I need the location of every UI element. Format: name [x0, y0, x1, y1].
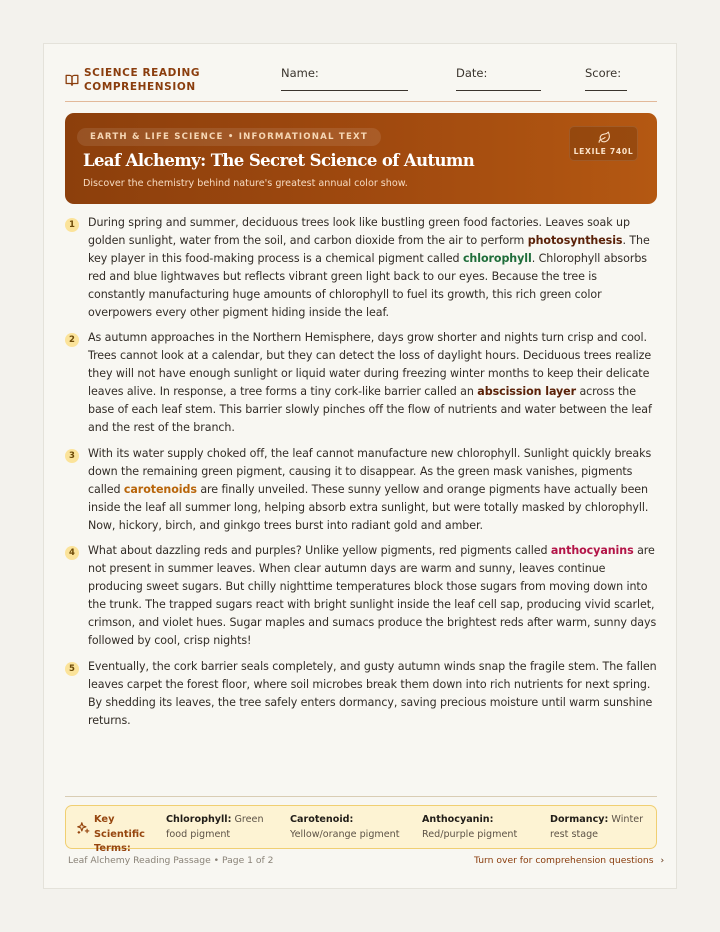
- text-segment: across the base of each leaf stem. This barrier slowly pinches off the flow of nutrients and water between the leaf and the rest of the branch.: [88, 385, 652, 434]
- keyword-chlorophyll: chlorophyll: [462, 251, 532, 265]
- date-line[interactable]: [456, 90, 541, 91]
- keyword-photosynthesis: photosynthesis: [527, 233, 623, 247]
- paragraph-3: [65, 445, 657, 535]
- passage-title: Leaf Alchemy: The Secret Science of Autumn: [83, 151, 475, 170]
- paragraph-text: [88, 329, 657, 436]
- text-segment: What about dazzling reds and purples? Unlike yellow pigments, red pigments called: [88, 544, 551, 558]
- paragraph-number-badge: 4: [65, 546, 79, 560]
- footer-divider: [65, 796, 657, 797]
- text-segment: . The key player in this food-making process is a chemical pigment called: [88, 233, 650, 265]
- term-chlorophyll: [166, 813, 281, 842]
- name-label: Name:: [281, 66, 319, 80]
- text-segment: With its water supply choked off, the leaf cannot manufacture new chlorophyll. Sunlight quickly breaks down the remaining green pigment, causing it to disappear. As the green mask vanishes, pigments called: [88, 446, 652, 496]
- keyword-carotenoids: carotenoids: [123, 482, 197, 496]
- paragraph-number-badge: 1: [65, 218, 79, 232]
- paragraph-text: [88, 445, 657, 535]
- text-segment: are not present in summer leaves. When clear autumn days are warm and sunny, leaves continue producing sweet sugars. But chilly nighttime temperatures block those sugars from moving down into the trunk. The trapped sugars react with bright sunlight inside the leaf cell sap, producing vivid scarlet, crimson, and violet hues. Sugar maples and sumacs produce the brightest reds after warm, sunny days followed by cool, crisp nights!: [88, 544, 657, 647]
- term-dormancy: [550, 813, 650, 842]
- term-name: Anthocyanin:: [422, 814, 494, 825]
- chevron-right-icon: ›: [660, 855, 665, 866]
- title-banner: [65, 113, 657, 204]
- book-open-icon: [65, 73, 79, 87]
- key-terms-label: Key Scientific Terms:: [94, 814, 145, 854]
- term-definition: Green food pigment: [166, 814, 264, 840]
- name-line[interactable]: [281, 90, 408, 91]
- turn-over-link[interactable]: [474, 855, 664, 866]
- text-segment: During spring and summer, deciduous trees look like bustling green food factories. Leaves soak up golden sunlight, water from the soil, and carbon dioxide from the air to perform: [88, 216, 630, 247]
- worksheet-page: [43, 43, 677, 889]
- term-definition: Yellow/orange pigment: [290, 828, 400, 840]
- paragraph-number-badge: 2: [65, 333, 79, 347]
- brand-line-2: COMPREHENSION: [84, 81, 196, 93]
- header-divider: [65, 101, 657, 102]
- lexile-badge: [569, 126, 638, 161]
- text-segment: As autumn approaches in the Northern Hemisphere, days grow shorter and nights turn crisp and cool. Trees cannot look at a calendar, but they can detect the loss of daylight hours. Deciduous trees realize they will not have enough sunlight or liquid water during freezing winter months to keep their delicate leaves alive. In response, a tree forms a tiny cork-like barrier called an: [88, 331, 652, 399]
- date-field[interactable]: [456, 66, 487, 80]
- passage-body: [65, 214, 657, 737]
- term-anthocyanin: [422, 813, 542, 842]
- score-label: Score:: [585, 66, 622, 80]
- lexile-label: LEXILE 740L: [573, 147, 634, 156]
- key-terms-box: [65, 805, 657, 854]
- term-name: Chlorophyll:: [166, 814, 232, 825]
- keyword-abscission-layer: abscission layer: [477, 385, 576, 399]
- page-footer-label: Leaf Alchemy Reading Passage • Page 1 of 2: [68, 855, 274, 866]
- brand: [65, 66, 204, 94]
- brand-line-1: SCIENCE READING: [84, 67, 201, 79]
- term-name: Dormancy:: [550, 814, 609, 825]
- keyword-anthocyanins: anthocyanins: [550, 544, 634, 558]
- paragraph-5: [65, 658, 657, 730]
- term-name: Carotenoid:: [290, 814, 354, 825]
- leaf-icon: [598, 131, 611, 144]
- paragraph-number-badge: 5: [65, 662, 79, 676]
- term-carotenoid: [290, 813, 410, 842]
- sparkles-icon: [76, 821, 90, 835]
- score-line[interactable]: [585, 90, 627, 91]
- score-field[interactable]: [585, 66, 621, 80]
- paragraph-number-badge: 3: [65, 449, 79, 463]
- paragraph-text: [88, 658, 657, 730]
- date-label: Date:: [456, 66, 488, 80]
- passage-subtitle: Discover the chemistry behind nature's greatest annual color show.: [83, 178, 408, 189]
- name-field[interactable]: [281, 66, 319, 80]
- paragraph-text: [88, 214, 657, 321]
- worksheet-header: [65, 64, 657, 102]
- text-segment: are finally unveiled. These sunny yellow and orange pigments have actually been inside the leaf all summer long, helping absorb extra sunlight, but were totally masked by chlorophyll. Now, hickory, birch, and ginkgo trees burst into radiant gold and amber.: [88, 482, 649, 532]
- text-segment: . Chlorophyll absorbs red and blue lightwaves but reflects vibrant green light back to our eyes. Because the tree is constantly manufacturing huge amounts of chlorophyll to fuel its growth, this rich green color overpowers every other pigment hiding inside the leaf.: [88, 251, 647, 319]
- paragraph-2: [65, 329, 657, 436]
- turn-over-text: Turn over for comprehension questions: [474, 855, 654, 866]
- text-segment: Eventually, the cork barrier seals completely, and gusty autumn winds snap the fragile stem. The fallen leaves carpet the forest floor, where soil microbes break them down into rich nutrients for next spring. By shedding its leaves, the tree safely enters dormancy, saving precious moisture until warm sunshine returns.: [88, 659, 657, 727]
- term-definition: Red/purple pigment: [422, 828, 518, 840]
- paragraph-text: [88, 542, 657, 649]
- paragraph-4: [65, 542, 657, 649]
- brand-title: [84, 66, 204, 94]
- term-definition: Winter rest stage: [550, 814, 644, 840]
- paragraph-1: [65, 214, 657, 321]
- subject-tag: EARTH & LIFE SCIENCE • INFORMATIONAL TEXT: [77, 128, 381, 146]
